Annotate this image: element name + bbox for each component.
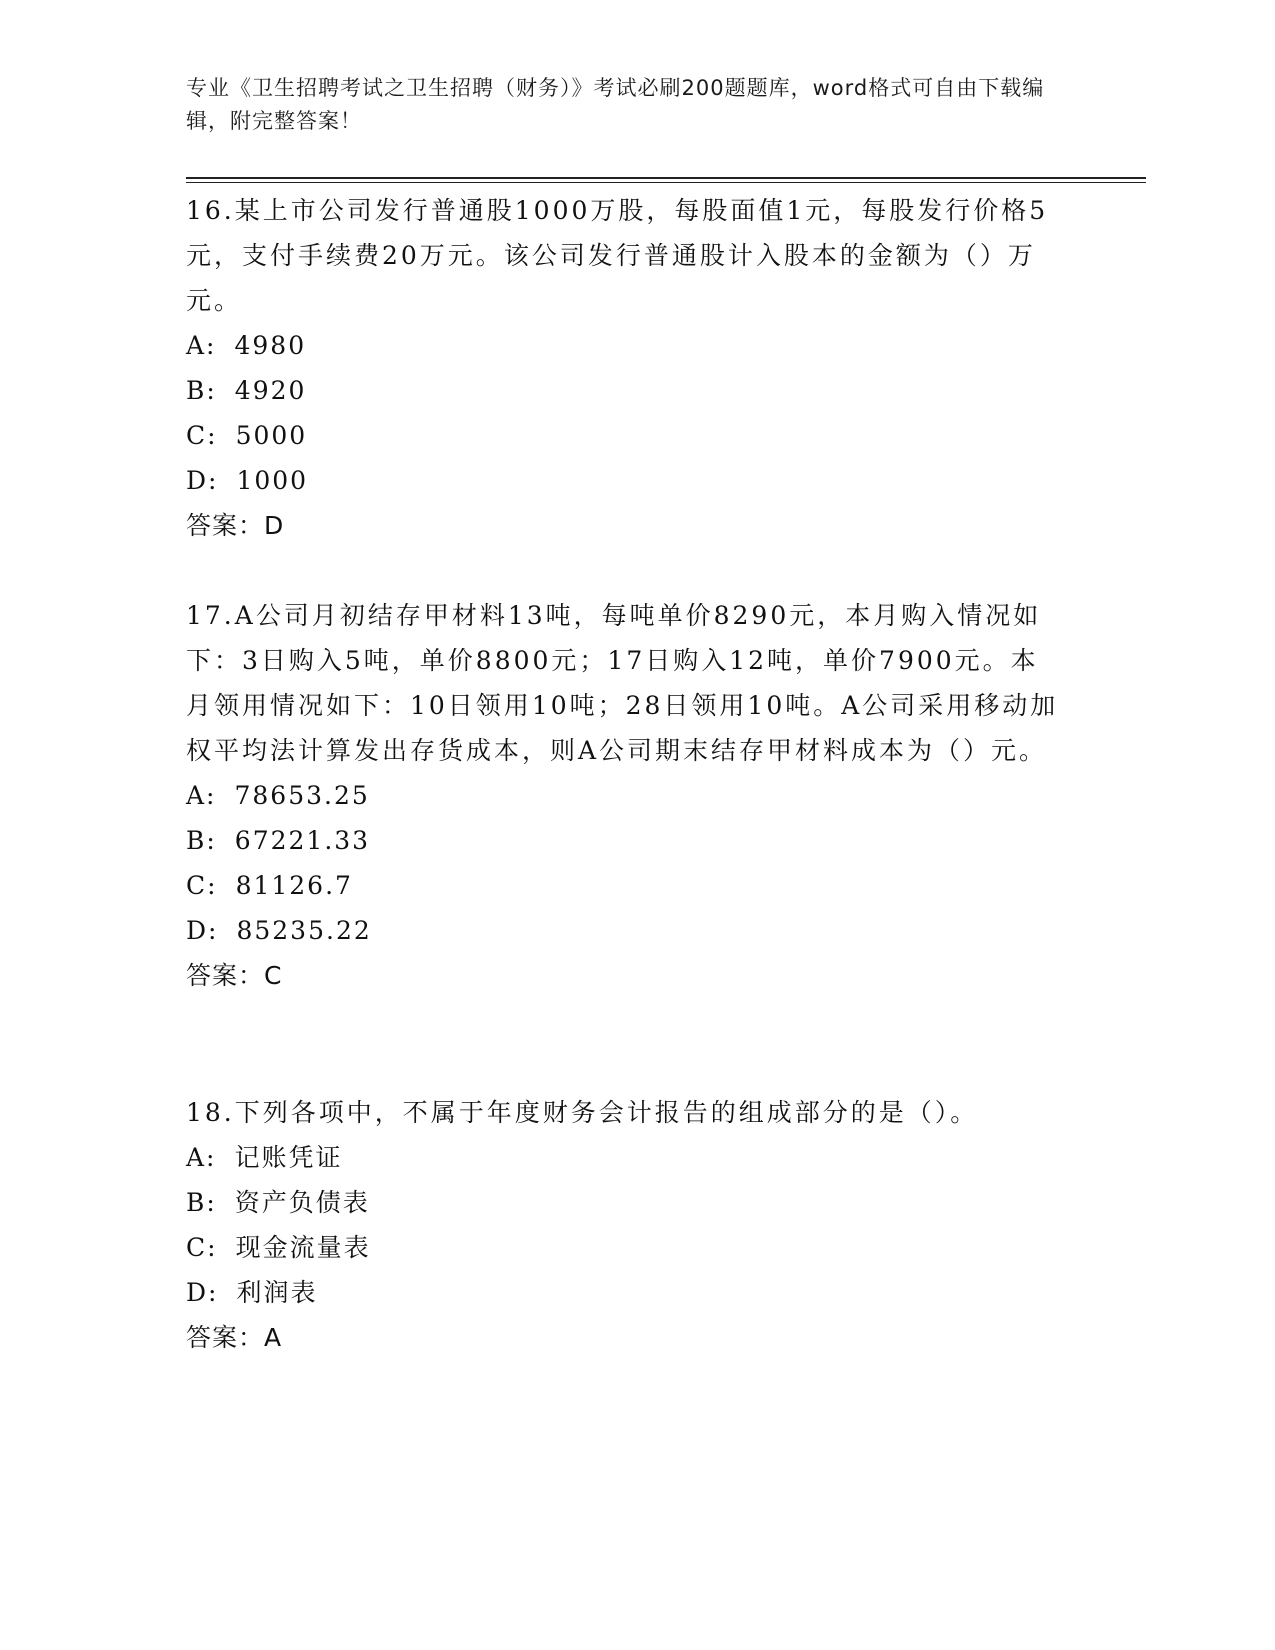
option-key: A:: [186, 331, 217, 360]
option-key: C:: [186, 1233, 218, 1262]
answer-line: 答案：A: [186, 1323, 283, 1352]
option-value: 现金流量表: [235, 1233, 371, 1262]
option-value: 记账凭证: [234, 1143, 343, 1172]
option-c: [186, 413, 1066, 458]
question-16: [186, 188, 1066, 548]
option-value: 1000: [236, 466, 309, 495]
header-divider-thin: [186, 182, 1146, 183]
option-value: 利润表: [236, 1278, 318, 1307]
option-value: 4980: [234, 331, 307, 360]
option-key: A:: [186, 781, 217, 810]
answer-line: 答案：C: [186, 961, 283, 990]
option-key: D:: [186, 466, 219, 495]
option-value: 资产负债表: [234, 1188, 370, 1217]
option-key: B:: [186, 376, 217, 405]
option-key: B:: [186, 826, 217, 855]
option-a: [186, 1135, 1066, 1180]
document-header: 专业《卫生招聘考试之卫生招聘（财务）》考试必刷200题题库，word格式可自由下载编辑，附完整答案！: [186, 76, 1045, 133]
option-key: D:: [186, 916, 219, 945]
option-key: C:: [186, 421, 218, 450]
question-stem: 18.下列各项中，不属于年度财务会计报告的组成部分的是（）。: [186, 1098, 979, 1127]
option-value: 78653.25: [234, 781, 370, 810]
option-value: 85235.22: [236, 916, 372, 945]
option-b: [186, 1180, 1066, 1225]
option-d: [186, 458, 1066, 503]
question-18: [186, 1090, 1066, 1360]
question-stem: 17.A公司月初结存甲材料13吨，每吨单价8290元，本月购入情况如下：3日购入5吨，单价8800元；17日购入12吨，单价7900元。本月领用情况如下：10日领用10吨；28日领用10吨。A公司采用移动加权平均法计算发出存货成本，则A公司期末结存甲材料成本为（）元。: [186, 601, 1059, 765]
option-d: [186, 1270, 1066, 1315]
option-value: 4920: [234, 376, 307, 405]
option-value: 5000: [235, 421, 308, 450]
header-divider-thick: [186, 177, 1146, 179]
option-key: B:: [186, 1188, 217, 1217]
option-key: A:: [186, 1143, 217, 1172]
option-key: C:: [186, 871, 218, 900]
option-c: [186, 1225, 1066, 1270]
option-a: [186, 773, 1066, 818]
option-value: 81126.7: [235, 871, 353, 900]
option-b: [186, 818, 1066, 863]
option-d: [186, 908, 1066, 953]
question-stem: 16.某上市公司发行普通股1000万股，每股面值1元，每股发行价格5元，支付手续费20万元。该公司发行普通股计入股本的金额为（）万元。: [186, 196, 1049, 315]
option-a: [186, 323, 1066, 368]
question-17: [186, 593, 1066, 998]
option-c: [186, 863, 1066, 908]
option-key: D:: [186, 1278, 219, 1307]
option-b: [186, 368, 1066, 413]
answer-line: 答案：D: [186, 511, 285, 540]
option-value: 67221.33: [234, 826, 371, 855]
